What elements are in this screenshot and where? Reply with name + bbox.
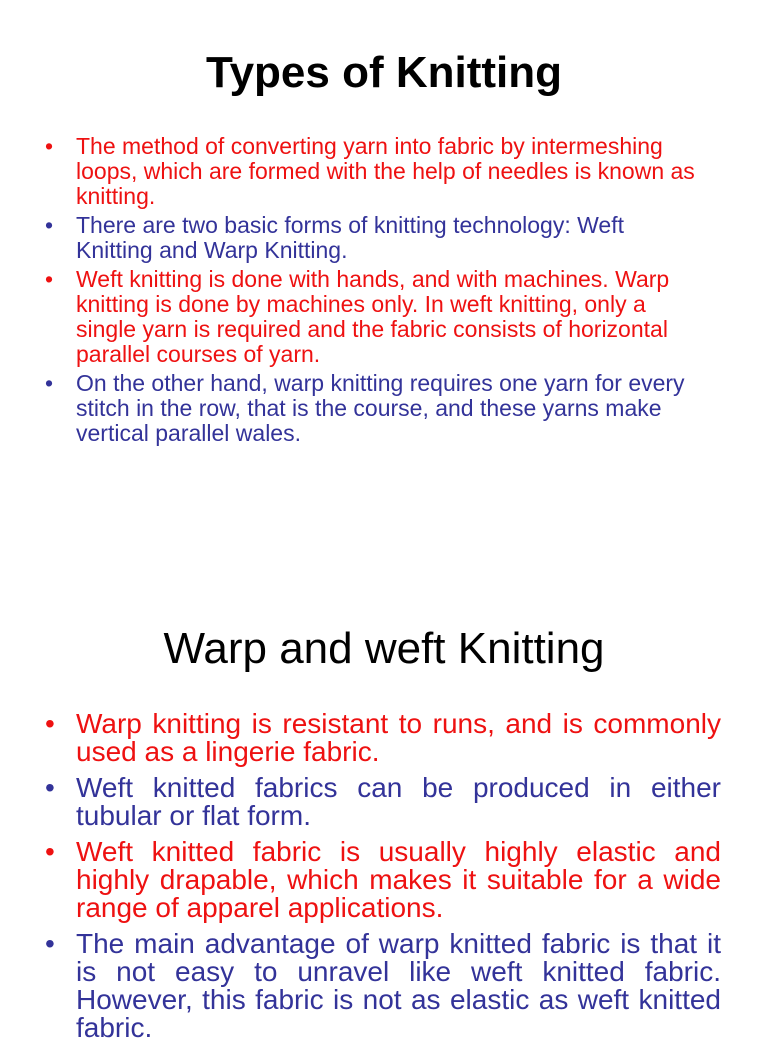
bullet-list [45,133,700,450]
bullet-marker: • [45,772,55,803]
bullet-text: The main advantage of warp knitted fabric is that it is not easy to unravel like weft knitted fabric. However, this fabric is not as elastic as weft knitted fabric. [76,928,721,1043]
bullet-marker: • [45,708,55,739]
bullet-text: Weft knitted fabrics can be produced in either tubular or flat form. [76,772,721,831]
bullet-item [45,708,721,767]
bullet-text: On the other hand, warp knitting requires one yarn for every stitch in the row, that is the course, and these yarns make vertical parallel wales. [76,370,685,446]
bullet-item [45,212,700,263]
slide-types-of-knitting [0,0,768,512]
bullet-item [45,370,700,446]
bullet-text: Warp knitting is resistant to runs, and is commonly used as a lingerie fabric. [76,708,721,767]
bullet-item [45,133,700,209]
bullet-marker: • [45,836,55,867]
slide-title: Warp and weft Knitting [163,624,605,673]
bullet-list [45,708,721,1050]
bullet-item [45,836,721,923]
slide-title: Types of Knitting [205,48,563,97]
bullet-marker: • [45,928,55,959]
slide-warp-and-weft-knitting [0,512,768,1043]
bullet-text: There are two basic forms of knitting technology: Weft Knitting and Warp Knitting. [76,212,624,263]
bullet-item [45,772,721,831]
bullet-item [45,266,700,367]
bullet-marker: • [45,370,54,396]
bullet-marker: • [45,133,54,159]
bullet-text: The method of converting yarn into fabric by intermeshing loops, which are formed with the help of needles is known as knitting. [76,133,695,209]
bullet-marker: • [45,212,54,238]
bullet-marker: • [45,266,54,292]
bullet-text: Weft knitted fabric is usually highly elastic and highly drapable, which makes it suitable for a wide range of apparel applications. [76,836,721,923]
bullet-text: Weft knitting is done with hands, and with machines. Warp knitting is done by machines only. In weft knitting, only a single yarn is required and the fabric consists of horizontal parallel courses of yarn. [76,266,670,367]
bullet-item [45,928,721,1043]
